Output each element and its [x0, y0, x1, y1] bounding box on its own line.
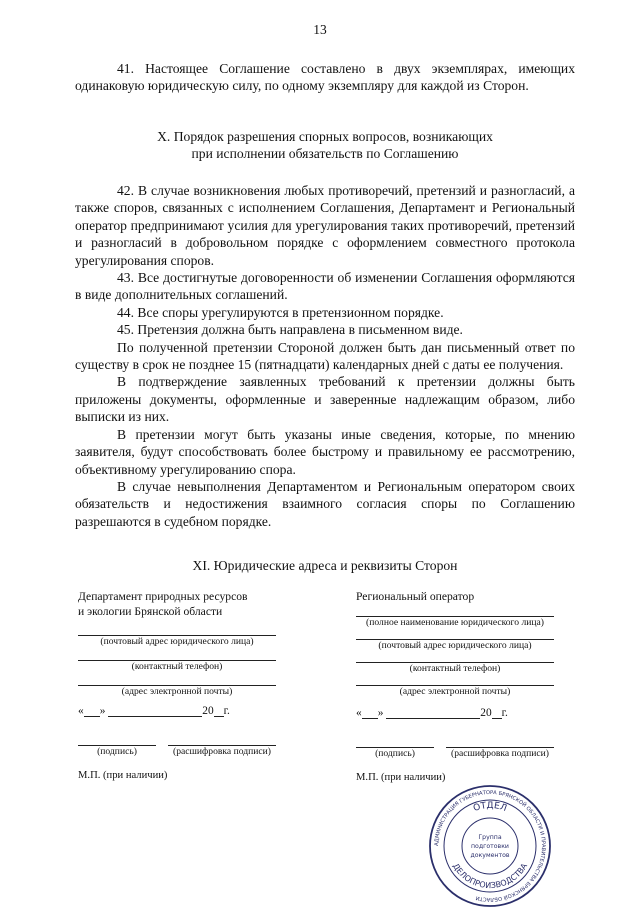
stamp-center-line1: Группа: [478, 834, 502, 841]
left-date-suffix: г.: [223, 705, 230, 717]
section-x-heading: [75, 128, 575, 163]
stamp-center-line3: документов: [470, 852, 510, 859]
left-decoding-line: [168, 735, 276, 746]
right-party-block: [356, 589, 554, 783]
left-date-line: [78, 704, 276, 717]
left-signature-caption: (подпись): [97, 746, 137, 757]
left-date-close: »: [99, 705, 106, 717]
left-address-caption: (почтовый адрес юридического лица): [100, 636, 254, 647]
stamp-top-textpath: ОТДЕЛ: [472, 800, 508, 815]
stamp-bottom-textpath: ДЕЛОПРОИЗВОДСТВА: [450, 861, 530, 891]
right-mp: М.П. (при наличии): [356, 772, 446, 783]
left-date-year: 20: [202, 705, 214, 717]
paragraph-41: 41. Настоящее Соглашение составлено в двух экземплярах, имеющих одинаковую юридическую силу, по одному экземпляру для каждой из Сторон.: [75, 61, 575, 94]
right-phone-caption: (контактный телефон): [409, 663, 501, 674]
section-x-body: [75, 182, 575, 530]
left-email-caption: (адрес электронной почты): [121, 686, 233, 697]
right-date-line: [356, 706, 554, 719]
paragraph-response: По полученной претензии Стороной должен быть дан письменный ответ по существу в срок не позднее 15 (пятнадцати) календарных дней с даты ее получения.: [75, 339, 575, 373]
stamp-center-line2: подготовки: [471, 843, 509, 850]
left-date-open: «: [78, 705, 84, 717]
left-org-line2: и экологии Брянской области: [78, 605, 223, 618]
left-mp: М.П. (при наличии): [78, 770, 168, 781]
page-number: 13: [313, 22, 327, 37]
paragraph-confirmation: В подтверждение заявленных требований к претензии должны быть приложены документы, оформленные и заверенные надлежащим образом, либо выписки из них.: [75, 374, 575, 425]
right-email-line: [356, 675, 554, 686]
top-text-block: [75, 60, 575, 95]
right-address-caption: (почтовый адрес юридического лица): [378, 640, 532, 651]
right-email-caption: (адрес электронной почты): [399, 686, 511, 697]
right-phone-line: [356, 652, 554, 663]
left-party-block: [78, 589, 276, 781]
stamp-top-word: [472, 801, 508, 814]
right-address-line: [356, 629, 554, 640]
left-phone-caption: (контактный телефон): [131, 661, 223, 672]
right-date-open: «: [356, 707, 362, 719]
right-date-suffix: г.: [501, 707, 508, 719]
left-org-line1: Департамент природных ресурсов: [78, 590, 248, 603]
stamp-ring-textpath: АДМИНИСТРАЦИЯ ГУБЕРНАТОРА БРЯНСКОЙ ОБЛАСТИ И ПРАВИТЕЛЬСТВА БРЯНСКОЙ ОБЛАСТИ: [433, 789, 547, 903]
official-stamp: [428, 784, 552, 908]
right-signature-caption: (подпись): [375, 748, 415, 759]
right-date-year: 20: [480, 707, 492, 719]
section-xi-heading: XI. Юридические адреса и реквизиты Сторон: [192, 558, 458, 573]
right-decoding-line: [446, 737, 554, 748]
right-full-name-line: [356, 606, 554, 617]
right-org-line1: Региональный оператор: [356, 590, 475, 603]
right-decoding-caption: (расшифровка подписи): [451, 748, 549, 759]
left-address-line: [78, 621, 276, 636]
paragraph-43: 43. Все достигнутые договоренности об изменении Соглашения оформляются в виде дополнительных соглашений.: [75, 270, 575, 303]
stamp-bottom-word: [451, 861, 529, 890]
right-full-name-caption: (полное наименование юридического лица): [366, 617, 544, 628]
paragraph-42: 42. В случае возникновения любых противоречий, претензий и разногласий, а также споров, связанных с исполнением Соглашения, Департамент и Региональный оператор предпринимают усилия для урегулирования таких противоречий, претензий и разногласий в добровольном порядке с оформлением совместного протокола урегулирования споров.: [75, 183, 575, 268]
right-signature-line: [356, 737, 434, 748]
left-signature-line: [78, 735, 156, 746]
section-x-title-line1: X. Порядок разрешения спорных вопросов, возникающих: [157, 129, 493, 144]
left-email-line: [78, 673, 276, 686]
left-decoding-caption: (расшифровка подписи): [173, 746, 271, 757]
left-phone-line: [78, 648, 276, 661]
paragraph-44: 44. Все споры урегулируются в претензионном порядке.: [117, 304, 444, 320]
paragraph-other-info: В претензии могут быть указаны иные сведения, которые, по мнению заявителя, будут способствовать более быстрому и правильному ее рассмотрению, объективному урегулированию спора.: [75, 426, 575, 477]
right-date-close: »: [377, 707, 384, 719]
paragraph-court: В случае невыполнения Департаментом и Региональным оператором своих обязательств и недостижения взаимного согласия споры по Соглашению разрешаются в судебном порядке.: [75, 478, 575, 529]
section-x-title-line2: при исполнении обязательств по Соглашению: [191, 146, 459, 162]
paragraph-45: 45. Претензия должна быть направлена в письменном виде.: [117, 322, 463, 338]
